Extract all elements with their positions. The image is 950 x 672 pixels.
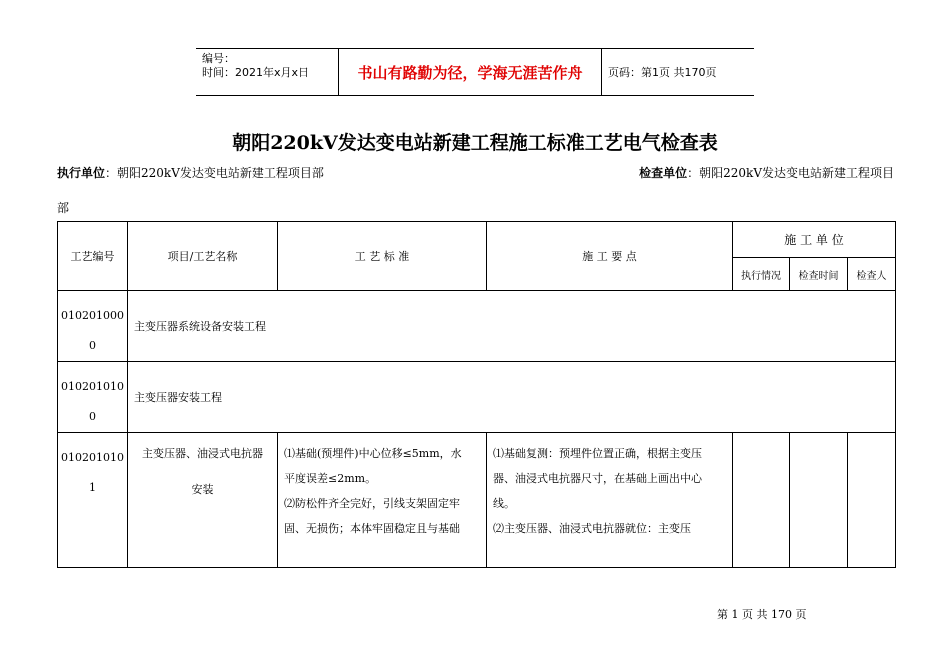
row-time-cell[interactable] [790,433,848,568]
row-code-b: 0 [89,339,96,352]
row-code-b: 1 [89,481,96,494]
row-code [58,433,128,568]
header-exec: 执行情况 [733,258,790,291]
row-person-cell[interactable] [848,433,896,568]
table-row [58,433,896,568]
row-standard [278,433,487,568]
header-name: 项目/工艺名称 [128,222,278,291]
standard-line: ⑴基础(预埋件)中心位移≤5mm，水 [284,447,462,460]
row-code [58,362,128,433]
check-unit-value: ：朝阳220kV发达变电站新建工程项目 [687,166,894,180]
row-name: 主变压器、油浸式电抗器安装 [128,433,278,568]
requirement-line: 线。 [493,497,515,510]
row-code-a: 010201010 [61,380,124,393]
requirement-line: 器、油浸式电抗器尺寸，在基础上画出中心 [493,472,702,485]
page-footer: 第 1 页 共 170 页 [717,608,807,621]
table-row [58,362,896,433]
header-meta [196,49,339,95]
page-title: 朝阳220kV发达变电站新建工程施工标准工艺电气检查表 [232,132,718,154]
check-unit [639,164,894,181]
page-code: 页码：第1页 共170页 [608,66,717,79]
exec-unit-continuation: 部 [57,201,70,215]
row-name: 主变压器系统设备安装工程 [128,291,896,362]
row-code [58,291,128,362]
number-label: 编号： [202,52,235,65]
row-code-b: 0 [89,410,96,423]
row-code-a: 010201000 [61,309,124,322]
header-person: 检查人 [848,258,896,291]
standard-line: 平度误差≤2mm。 [284,472,377,485]
standard-line: 固、无损伤；本体牢固稳定且与基础 [284,522,460,535]
exec-unit-label: 执行单位 [57,166,106,180]
row-name: 主变压器安装工程 [128,362,896,433]
header-row [58,222,896,258]
document-header [196,48,754,96]
requirement-line: ⑴基础复测：预埋件位置正确，根据主变压 [493,447,702,460]
standard-line: ⑵防松件齐全完好，引线支架固定牢 [284,497,460,510]
header-code: 工艺编号 [58,222,128,291]
header-time: 检查时间 [790,258,848,291]
exec-unit-value: ：朝阳220kV发达变电站新建工程项目部 [105,166,324,180]
requirement-line: ⑵主变压器、油浸式电抗器就位：主变压 [493,522,691,535]
row-requirement [487,433,733,568]
exec-unit [57,164,324,181]
time-label: 时间：2021年x月x日 [202,66,310,79]
motto: 书山有路勤为径，学海无涯苦作舟 [339,49,602,95]
header-requirement: 施 工 要 点 [487,222,733,291]
row-exec-cell[interactable] [733,433,790,568]
header-standard: 工 艺 标 准 [278,222,487,291]
row-code-a: 010201010 [61,451,124,464]
check-unit-label: 检查单位 [639,166,688,180]
inspection-table [57,221,896,568]
table-row [58,291,896,362]
header-unit: 施 工 单 位 [733,222,896,258]
